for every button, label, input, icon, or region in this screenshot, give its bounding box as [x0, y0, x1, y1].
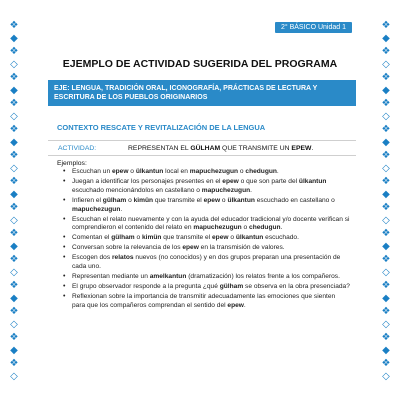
mapuche-pattern-icon: ❖ [381, 358, 391, 369]
activity-text-bold: EPEW [291, 144, 312, 152]
example-term: kimün [133, 196, 154, 204]
example-text: Escuchan el relato nuevamente y con la ayuda del educador tradicional y/o docente verifican si comprendieron el contenido del relato en [72, 215, 350, 232]
activity-row [48, 140, 356, 156]
mapuche-pattern-icon: ❖ [381, 306, 391, 317]
example-item [72, 234, 350, 243]
example-term: gülham [102, 196, 127, 204]
mapuche-pattern-icon: ❖ [381, 150, 391, 161]
example-text: . [120, 205, 123, 213]
mapuche-pattern-icon: ❖ [9, 98, 19, 109]
example-text: o [228, 234, 236, 242]
example-text: Reflexionan sobre la importancia de transmitir adecuadamente las emociones que sienten para que los compañeros comprendan el sentido del [72, 293, 336, 309]
example-term: kimün [142, 234, 162, 242]
example-term: ülkantun [227, 196, 255, 204]
example-text: escuchado en castellano o [254, 196, 335, 204]
activity-text-bold: GÜLHAM [190, 144, 221, 152]
mapuche-pattern-icon: ❖ [381, 124, 391, 135]
mapuche-pattern-icon: ◆ [382, 137, 390, 148]
mapuche-pattern-icon: ◇ [10, 215, 18, 226]
example-term: chedugun [245, 168, 277, 175]
example-text: que transmite el [161, 234, 213, 242]
example-term: ülkantun [298, 177, 327, 185]
example-term: mapuchezugun [189, 168, 239, 175]
activity-text-part: REPRESENTAN EL [128, 144, 191, 152]
examples-list [72, 168, 350, 312]
mapuche-pattern-icon: ❖ [9, 20, 19, 31]
mapuche-pattern-icon: ◆ [10, 33, 18, 44]
mapuche-pattern-icon: ❖ [9, 72, 19, 83]
example-text: nuevos (no conocidos) y en dos grupos preparan una presentación de cada uno. [72, 254, 341, 271]
mapuche-pattern-icon: ❖ [381, 72, 391, 83]
mapuche-pattern-icon: ❖ [381, 254, 391, 265]
example-text: (dramatización) los relatos frente a los compañeros. [186, 273, 340, 281]
context-title: CONTEXTO RESCATE Y REVITALIZACIÓN DE LA LENGUA [57, 123, 266, 132]
mapuche-pattern-icon: ❖ [381, 20, 391, 31]
example-text: . [280, 224, 283, 232]
mapuche-pattern-icon: ❖ [381, 202, 391, 213]
mapuche-pattern-icon: ❖ [9, 46, 19, 57]
example-text: o que son parte del [238, 177, 299, 185]
mapuche-pattern-icon: ❖ [381, 332, 391, 343]
example-term: epew [111, 168, 129, 175]
example-text: Escogen dos [72, 254, 112, 262]
example-text: escuchado mencionándolos en castellano o [72, 186, 202, 194]
mapuche-pattern-icon: ◆ [10, 85, 18, 96]
example-text: en la transmisión de valores. [198, 244, 285, 252]
unit-badge: 2° BÁSICO Unidad 1 [275, 22, 352, 33]
mapuche-pattern-icon: ◇ [382, 215, 390, 226]
mapuche-pattern-icon: ◆ [382, 345, 390, 356]
mapuche-pattern-icon: ◆ [382, 85, 390, 96]
mapuche-pattern-icon: ◇ [10, 111, 18, 122]
mapuche-pattern-icon: ◇ [10, 267, 18, 278]
example-text: local en [163, 168, 190, 175]
example-item [72, 283, 350, 292]
example-text: Escuchan un [72, 168, 112, 175]
example-text: o [238, 168, 246, 175]
example-text: Conversan sobre la relevancia de los [72, 244, 183, 252]
mapuche-pattern-icon: ◇ [10, 371, 18, 382]
mapuche-pattern-icon: ◆ [382, 189, 390, 200]
page-title: EJEMPLO DE ACTIVIDAD SUGERIDA DEL PROGRAMA [62, 58, 338, 70]
mapuche-pattern-icon: ◇ [10, 319, 18, 330]
activity-text-part: . [311, 144, 314, 152]
example-term: epew [222, 177, 239, 185]
mapuche-pattern-icon: ❖ [9, 176, 19, 187]
example-text: o [128, 168, 136, 175]
mapuche-pattern-icon: ◇ [382, 319, 390, 330]
mapuche-pattern-icon: ❖ [381, 98, 391, 109]
example-text: o [134, 234, 143, 242]
example-text: escuchado. [263, 234, 299, 242]
example-item [72, 197, 350, 215]
eje-banner: EJE: LENGUA, TRADICIÓN ORAL, ICONOGRAFÍA, PRÁCTICAS DE LECTURA Y ESCRITURA DE LOS PUEBLOS ORIGINARIOS [48, 80, 356, 106]
mapuche-pattern-icon: ◆ [10, 293, 18, 304]
mapuche-pattern-icon: ❖ [9, 202, 19, 213]
mapuche-pattern-icon: ◇ [382, 371, 390, 382]
example-term: chedugun [249, 224, 281, 232]
mapuche-pattern-icon: ❖ [9, 254, 19, 265]
example-item [72, 293, 350, 311]
example-term: amelkantun [149, 273, 187, 281]
example-item [72, 168, 350, 177]
activity-label: ACTIVIDAD: [58, 144, 97, 152]
activity-text [128, 145, 313, 152]
mapuche-pattern-icon: ◆ [382, 33, 390, 44]
example-term: mapuchezugun [72, 205, 121, 213]
mapuche-pattern-icon: ❖ [381, 176, 391, 187]
mapuche-pattern-icon: ◆ [382, 241, 390, 252]
example-text: . [243, 301, 246, 309]
example-text: o [241, 224, 250, 232]
mapuche-pattern-icon: ◇ [382, 111, 390, 122]
mapuche-pattern-icon: ◇ [10, 163, 18, 174]
mapuche-pattern-icon: ◇ [382, 163, 390, 174]
example-text: que transmite el [153, 196, 204, 204]
example-item [72, 254, 350, 272]
example-term: epew [203, 196, 221, 204]
example-text: Juegan a identificar los personajes presentes en el [72, 177, 223, 185]
examples-label: Ejemplos: [57, 160, 87, 167]
example-item [72, 244, 350, 253]
example-item [72, 273, 350, 282]
mapuche-pattern-icon: ❖ [9, 124, 19, 135]
mapuche-pattern-icon: ◆ [10, 345, 18, 356]
mapuche-pattern-icon: ◇ [382, 59, 390, 70]
mapuche-pattern-icon: ❖ [9, 358, 19, 369]
example-text: Comentan el [72, 234, 112, 242]
mapuche-pattern-icon: ◆ [10, 241, 18, 252]
mapuche-pattern-icon: ❖ [381, 228, 391, 239]
mapuche-pattern-icon: ❖ [9, 332, 19, 343]
example-term: epew [182, 244, 199, 252]
example-text: . [250, 186, 252, 194]
example-text: se observa en la obra presenciada? [243, 283, 350, 291]
example-term: epew [212, 234, 229, 242]
example-term: relatos [111, 254, 134, 262]
mapuche-pattern-icon: ◆ [10, 189, 18, 200]
mapuche-pattern-icon: ❖ [381, 46, 391, 57]
mapuche-pattern-icon: ◇ [382, 267, 390, 278]
mapuche-pattern-icon: ❖ [9, 150, 19, 161]
example-text: . [276, 168, 279, 175]
example-text: o [126, 196, 134, 204]
mapuche-pattern-icon: ❖ [9, 280, 19, 291]
mapuche-pattern-icon: ◇ [10, 59, 18, 70]
mapuche-pattern-icon: ❖ [9, 228, 19, 239]
example-text: Infieren el [72, 196, 103, 204]
example-text: El grupo observador responde a la pregunta ¿qué [72, 283, 220, 291]
example-term: ülkantun [235, 234, 264, 242]
example-term: ülkantun [135, 168, 164, 175]
example-term: mapuchezugun [193, 224, 242, 232]
mapuche-pattern-icon: ◆ [10, 137, 18, 148]
example-text: Representan mediante un [72, 273, 150, 281]
example-text: o [220, 196, 228, 204]
mapuche-pattern-icon: ❖ [9, 306, 19, 317]
mapuche-pattern-icon: ◆ [382, 293, 390, 304]
example-term: epew [227, 301, 244, 309]
example-item [72, 216, 350, 234]
example-term: gülham [219, 283, 244, 291]
mapuche-pattern-icon: ❖ [381, 280, 391, 291]
example-term: gülham [111, 234, 135, 242]
activity-text-part: QUE TRANSMITE UN [220, 144, 292, 152]
example-item [72, 178, 350, 196]
example-term: mapuchezugun [201, 186, 251, 194]
